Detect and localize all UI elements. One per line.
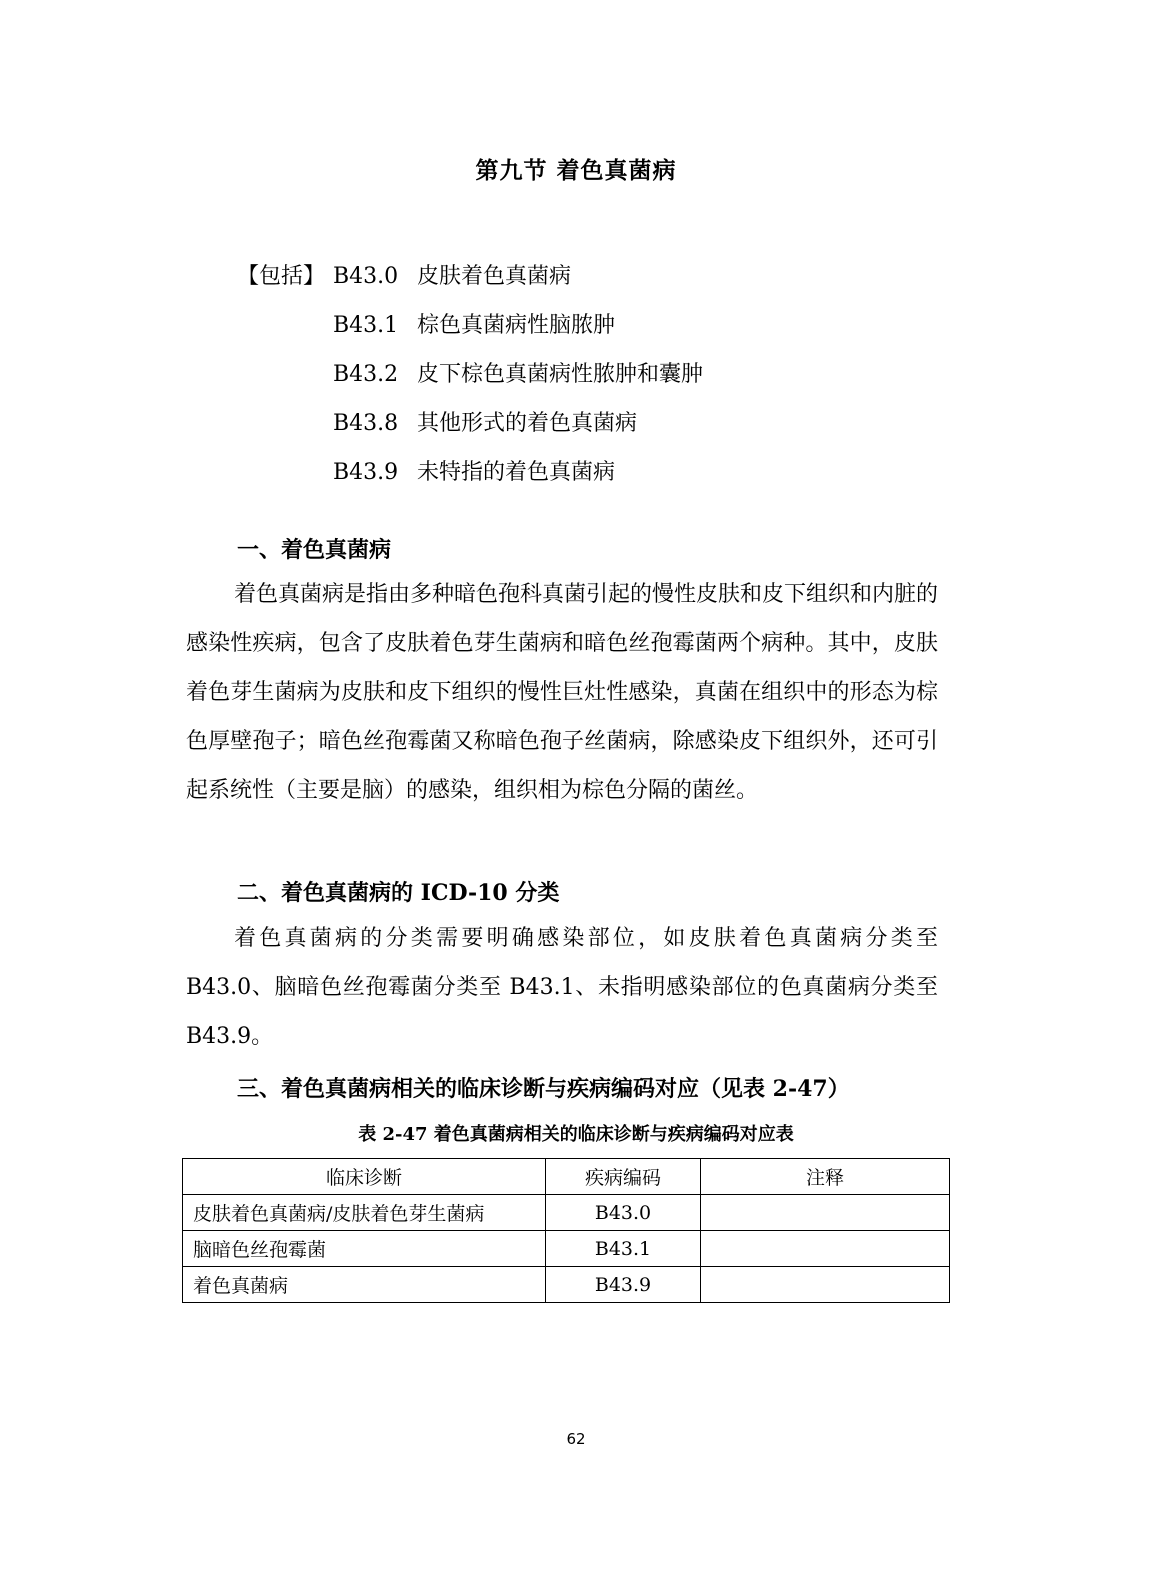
includes-desc: 未特指的着色真菌病 <box>417 460 616 485</box>
table-row <box>183 1231 950 1267</box>
table-header-code: 疾病编码 <box>546 1159 701 1195</box>
includes-item <box>237 252 703 301</box>
table-cell-code: B43.1 <box>546 1231 701 1267</box>
includes-desc: 其他形式的着色真菌病 <box>417 411 638 436</box>
heading-part3: 三、着色真菌病相关的临床诊断与疾病编码对应（见表 2-47） <box>237 1076 850 1102</box>
table-caption: 表 2-47 着色真菌病相关的临床诊断与疾病编码对应表 <box>358 1124 794 1145</box>
paragraph-part2: 着色真菌病的分类需要明确感染部位，如皮肤着色真菌病分类至 B43.0、脑暗色丝孢霉菌分类至 B43.1、未指明感染部位的色真菌病分类至 B43.9。 <box>186 926 938 1049</box>
table-cell-note <box>701 1195 950 1231</box>
includes-item <box>237 448 703 497</box>
table-header-note: 注释 <box>701 1159 950 1195</box>
table-cell-diagnosis: 脑暗色丝孢霉菌 <box>183 1231 546 1267</box>
table-cell-note <box>701 1267 950 1303</box>
paragraph-part1: 着色真菌病是指由多种暗色孢科真菌引起的慢性皮肤和皮下组织和内脏的感染性疾病，包含了皮肤着色芽生菌病和暗色丝孢霉菌两个病种。其中，皮肤着色芽生菌病为皮肤和皮下组织的慢性巨灶性感染，真菌在组织中的形态为棕色厚壁孢子；暗色丝孢霉菌又称暗色孢子丝菌病，除感染皮下组织外，还可引起系统性（主要是脑）的感染，组织相为棕色分隔的菌丝。 <box>186 582 939 803</box>
code-table <box>182 1158 950 1303</box>
table-cell-note <box>701 1231 950 1267</box>
includes-code: B43.1 <box>333 313 399 338</box>
table-header-row <box>183 1159 950 1195</box>
table-row <box>183 1195 950 1231</box>
section-title: 第九节 着色真菌病 <box>475 157 677 184</box>
heading-part1: 一、着色真菌病 <box>237 537 392 563</box>
table-header-diagnosis: 临床诊断 <box>183 1159 546 1195</box>
includes-item <box>237 399 703 448</box>
includes-code: B43.0 <box>333 264 399 289</box>
page-number: 62 <box>566 1430 586 1448</box>
table-cell-diagnosis: 着色真菌病 <box>183 1267 546 1303</box>
table-row <box>183 1267 950 1303</box>
table-cell-code: B43.9 <box>546 1267 701 1303</box>
includes-item <box>237 350 703 399</box>
includes-item <box>237 301 703 350</box>
includes-list <box>237 252 703 497</box>
includes-code: B43.9 <box>333 460 399 485</box>
includes-code: B43.2 <box>333 362 399 387</box>
includes-prefix: 【包括】 <box>237 264 326 289</box>
includes-desc: 棕色真菌病性脑脓肿 <box>417 313 616 338</box>
table-cell-diagnosis: 皮肤着色真菌病/皮肤着色芽生菌病 <box>183 1195 546 1231</box>
includes-desc: 皮肤着色真菌病 <box>417 264 572 289</box>
heading-part2: 二、着色真菌病的 ICD-10 分类 <box>237 880 560 906</box>
includes-code: B43.8 <box>333 411 399 436</box>
includes-desc: 皮下棕色真菌病性脓肿和囊肿 <box>417 362 704 387</box>
table-cell-code: B43.0 <box>546 1195 701 1231</box>
